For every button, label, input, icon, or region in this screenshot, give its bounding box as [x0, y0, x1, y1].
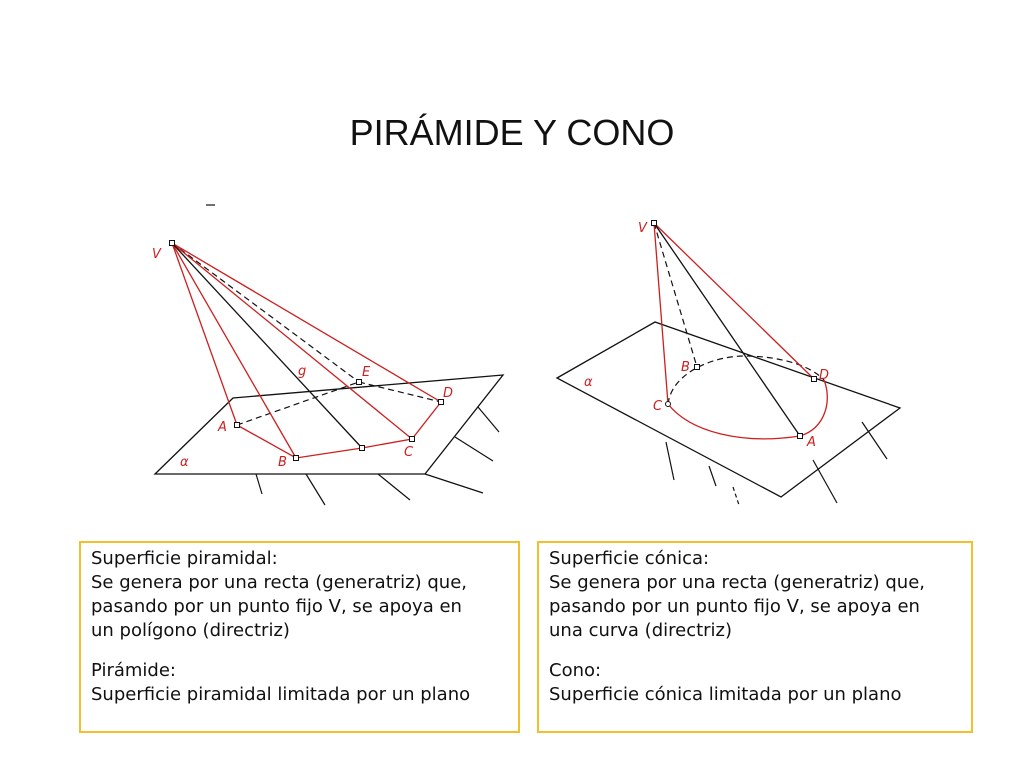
- pyramid-label-v: V: [152, 247, 161, 262]
- cone-label-plane: α: [584, 375, 593, 390]
- cone-label-c: C: [653, 399, 663, 414]
- pyramid-lateral-edges: [172, 243, 441, 458]
- slide-title: PIRÁMIDE Y CONO: [349, 112, 675, 153]
- pyramid-label-c: C: [404, 445, 414, 460]
- cone-term: Cono:: [549, 660, 602, 681]
- pyramid-definition: Superficie piramidal limitada por un plano: [91, 684, 471, 705]
- pyramid-generatrix-g: [172, 243, 362, 448]
- cone-hidden-tick: [733, 487, 739, 505]
- cone-plane: [557, 322, 900, 497]
- pyramid-label-g: g: [298, 364, 307, 379]
- pyramid-definition-box: [79, 541, 520, 733]
- cone-heading: Superficie cónica:: [549, 548, 710, 569]
- pyramid-label-a: A: [218, 420, 227, 435]
- cone-label-a: A: [807, 435, 816, 450]
- cone-hidden-edges: [654, 223, 824, 404]
- pyramid-diagram: [152, 205, 503, 505]
- pyramid-line-2: pasando por un punto fijo V, se apoya en: [91, 596, 462, 617]
- cone-line-3: una curva (directriz): [549, 620, 733, 641]
- cone-line-1: Se genera por una recta (generatriz) que,: [549, 572, 925, 593]
- cone-definition-box: [537, 541, 973, 733]
- cone-definition: Superficie cónica limitada por un plano: [549, 684, 902, 705]
- pyramid-line-3: un polígono (directriz): [91, 620, 290, 641]
- pyramid-label-b: B: [278, 455, 287, 470]
- cone-plane-hatch: [666, 422, 887, 503]
- cone-base-visible: [668, 380, 827, 439]
- cone-label-b: B: [681, 360, 690, 375]
- cone-diagram: [557, 221, 900, 506]
- pyramid-hidden-edges: [172, 243, 441, 425]
- cone-label-d: D: [819, 368, 830, 383]
- pyramid-label-plane: α: [180, 455, 189, 470]
- pyramid-term: Pirámide:: [91, 660, 176, 681]
- cone-label-v: V: [638, 221, 647, 236]
- pyramid-heading: Superficie piramidal:: [91, 548, 278, 569]
- cone-line-2: pasando por un punto fijo V, se apoya en: [549, 596, 920, 617]
- pyramid-label-e: E: [362, 365, 371, 380]
- pyramid-label-d: D: [443, 386, 454, 401]
- cone-spacer: [549, 643, 961, 659]
- pyramid-spacer: [91, 643, 508, 659]
- pyramid-line-1: Se genera por una recta (generatriz) que,: [91, 572, 467, 593]
- cone-contour-generatrices: [654, 223, 814, 404]
